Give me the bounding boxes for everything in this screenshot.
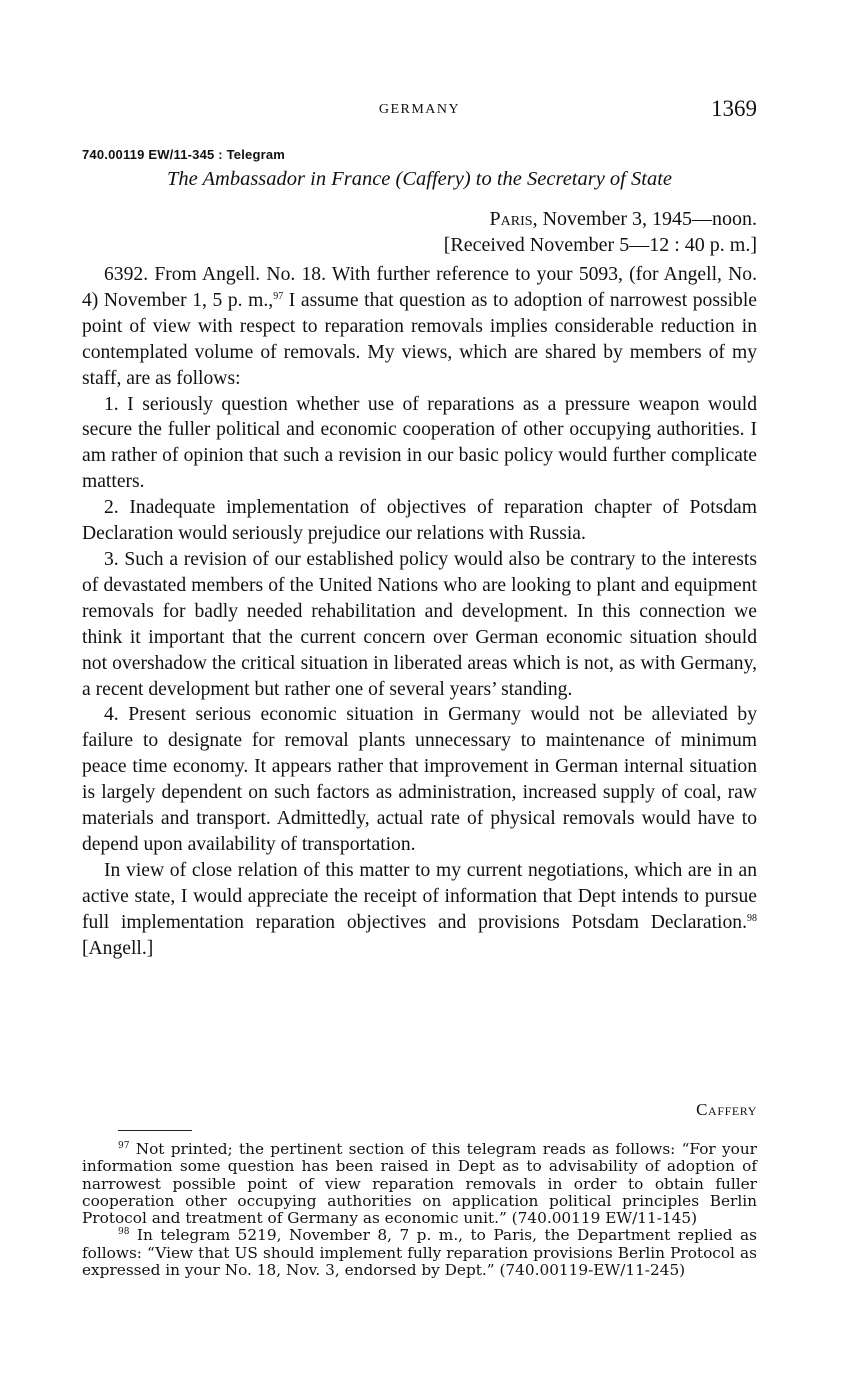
footnote-ref: 97 (273, 290, 284, 302)
paragraph (82, 858, 757, 962)
footnotes (82, 1141, 757, 1279)
footnote-text: In telegram 5219, November 8, 7 p. m., to Paris, the Department replied as follows: “View that US should implement fully reparation provisions Berlin Protocol as expressed in your No. 18, Nov. 3, endorsed by Dept.” (740.00119-EW/11-245) (82, 1226, 757, 1280)
telegram-body (82, 262, 757, 961)
paragraph-text: 6392. From Angell. No. 18. With further reference to your 5093, (for Angell, No. 4) November 1, 5 p. m., (82, 264, 757, 311)
paragraph (82, 262, 757, 392)
paragraph: 1. I seriously question whether use of reparations as a pressure weapon would secure the fuller political and economic cooperation of other occupying authorities. I am rather of opinion that such a revision in our basic policy would further complicate matters. (82, 393, 757, 493)
running-header (82, 96, 757, 126)
running-title: GERMANY (378, 102, 461, 117)
received-line: [Received November 5—12 : 40 p. m.] (443, 234, 757, 256)
page-number: 1369 (711, 96, 757, 121)
footnote-text: Not printed; the pertinent section of this telegram reads as follows: “For your information some question has been raised in Dept as to advisability of adoption of narrowest possible point of view reparation removals in order to obtain fuller cooperation other occupying authorities on application political principles Berlin Protocol and treatment of Germany as economic unit.” (740.00119 EW/11-145) (82, 1140, 757, 1228)
paragraph-text: In view of close relation of this matter to my current negotiations, which are in an active state, I would appreciate the receipt of information that Dept intends to pursue full implementation reparation objectives and provisions Potsdam Declaration. (82, 859, 757, 933)
file-reference: 740.00119 EW/11-345 : Telegram (82, 147, 286, 162)
dateline-place: Paris (489, 208, 533, 230)
footnote-number: 97 (118, 1141, 130, 1151)
footnote-ref: 98 (747, 912, 757, 924)
document-title: The Ambassador in France (Caffery) to the Secretary of State (166, 168, 672, 190)
paragraph-text: I assume that question as to adoption of narrowest possible point of view with respect to reparation removals implies considerable reduction in contemplated volume of removals. My views, which are shared by members of my staff, are as follows: (82, 289, 757, 389)
paragraph: 3. Such a revision of our established policy would also be contrary to the interests of devastated members of the United Nations who are looking to plant and equipment removals for badly needed rehabilitation and development. In this connection we think it important that the current concern over German economic situation should not overshadow the critical situation in liberated areas which is not, as with Germany, a recent development but rather one of several years’ standing. (82, 548, 757, 700)
dateline-date: , November 3, 1945—noon. (532, 208, 757, 230)
paragraph-text: [Angell.] (82, 937, 154, 959)
footnote (82, 1141, 757, 1227)
footnote (82, 1227, 757, 1279)
paragraph: 2. Inadequate implementation of objectives of reparation chapter of Potsdam Declaration would seriously prejudice our relations with Russia. (82, 497, 757, 545)
signature: Caffery (696, 1100, 757, 1119)
dateline (490, 208, 757, 231)
paragraph: 4. Present serious economic situation in Germany would not be alleviated by failure to designate for removal plants unnecessary to maintenance of minimum peace time economy. It appears rather that improvement in German internal situation is largely dependent on such factors as administration, increased supply of coal, raw materials and transport. Admittedly, actual rate of physical removals would have to depend upon availability of transportation. (82, 704, 757, 855)
footnote-number: 98 (118, 1227, 130, 1238)
footnote-divider (118, 1130, 192, 1131)
